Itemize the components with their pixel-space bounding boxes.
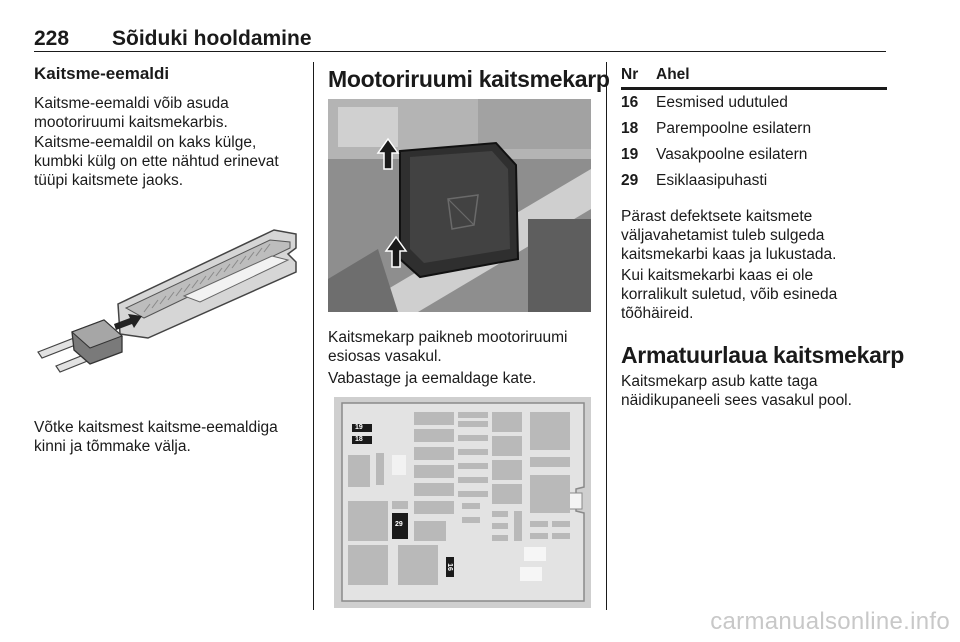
fusebox-warning-para: Kui kaitsmekarbi kaas ei ole korralikult suletud, võib esineda tõõhäireid.: [621, 267, 838, 322]
circuit-name: Esiklaasipuhasti: [656, 172, 768, 189]
column-divider-right: [606, 62, 607, 610]
table-row: [621, 89, 887, 117]
circuit-name: Parempoolne esilatern: [656, 120, 812, 137]
fuse-label-19: 19: [355, 424, 363, 431]
fuse-extractor-heading: Kaitsme-eemaldi: [34, 64, 170, 83]
fuse-extractor-para-1: Kaitsme-eemaldi võib asuda mootoriruumi kaitsmekarbis.: [34, 95, 229, 131]
fusebox-cover: [400, 143, 518, 277]
fuse-label-29: 29: [395, 521, 403, 528]
watermark: carmanualsonline.info: [710, 608, 950, 635]
table-row: [621, 116, 887, 142]
fuse-number: 29: [621, 172, 639, 189]
fuse-extractor-tool: [118, 230, 296, 338]
page-number: 228: [34, 27, 70, 50]
fuse-number: 19: [621, 146, 639, 163]
fuse-extractor-para-2: Kaitsme-eemaldil on kaks külge, kumbki külg on ette nähtud erinevat tüüpi kaitsmete jaoks.: [34, 134, 279, 189]
circuit-name: Vasakpoolne esilatern: [656, 146, 808, 163]
engine-fusebox-para-2: Vabastage ja eemaldage kate.: [328, 370, 537, 387]
engine-fusebox-heading: Mootoriruumi kaitsmekarp: [328, 66, 610, 92]
col-nr-header: Nr: [621, 66, 656, 89]
table-row: [621, 142, 887, 168]
circuit-name: Eesmised udutuled: [656, 94, 788, 111]
engine-fusebox-para-1: Kaitsmekarp paikneb mootoriruumi esiosas vasakul.: [328, 329, 568, 365]
chapter-title: Sõiduki hooldamine: [112, 27, 312, 50]
fuse-assignment-table: [621, 66, 887, 194]
fuse-label-18: 18: [355, 436, 363, 443]
fuse-extractor-illustration: [34, 212, 300, 400]
fuse-number: 18: [621, 120, 639, 137]
fuse-assignment-table-wrap: [621, 66, 887, 194]
table-row: [621, 168, 887, 194]
fuse-number: 16: [621, 94, 639, 111]
fuse-label-16: 16: [445, 563, 453, 571]
header-rule: [34, 51, 886, 52]
column-divider-left: [313, 62, 314, 610]
fuse-extractor-caption: Võtke kaitsmest kaitsme-eemaldiga kinni ja tõmmake välja.: [34, 419, 278, 455]
engine-compartment-photo: [328, 99, 591, 312]
blade-fuse: [38, 320, 122, 372]
fusebox-close-para: Pärast defektsete kaitsmete väljavahetamist tuleb sulgeda kaitsmekarbi kaas ja lukustada.: [621, 208, 837, 263]
col-ahel-header: Ahel: [656, 66, 887, 89]
dashboard-fusebox-heading: Armatuurlaua kaitsmekarp: [621, 342, 904, 368]
fusebox-diagram: [334, 397, 591, 608]
dashboard-fusebox-para: Kaitsmekarp asub katte taga näidikupaneeli sees vasakul pool.: [621, 373, 852, 409]
